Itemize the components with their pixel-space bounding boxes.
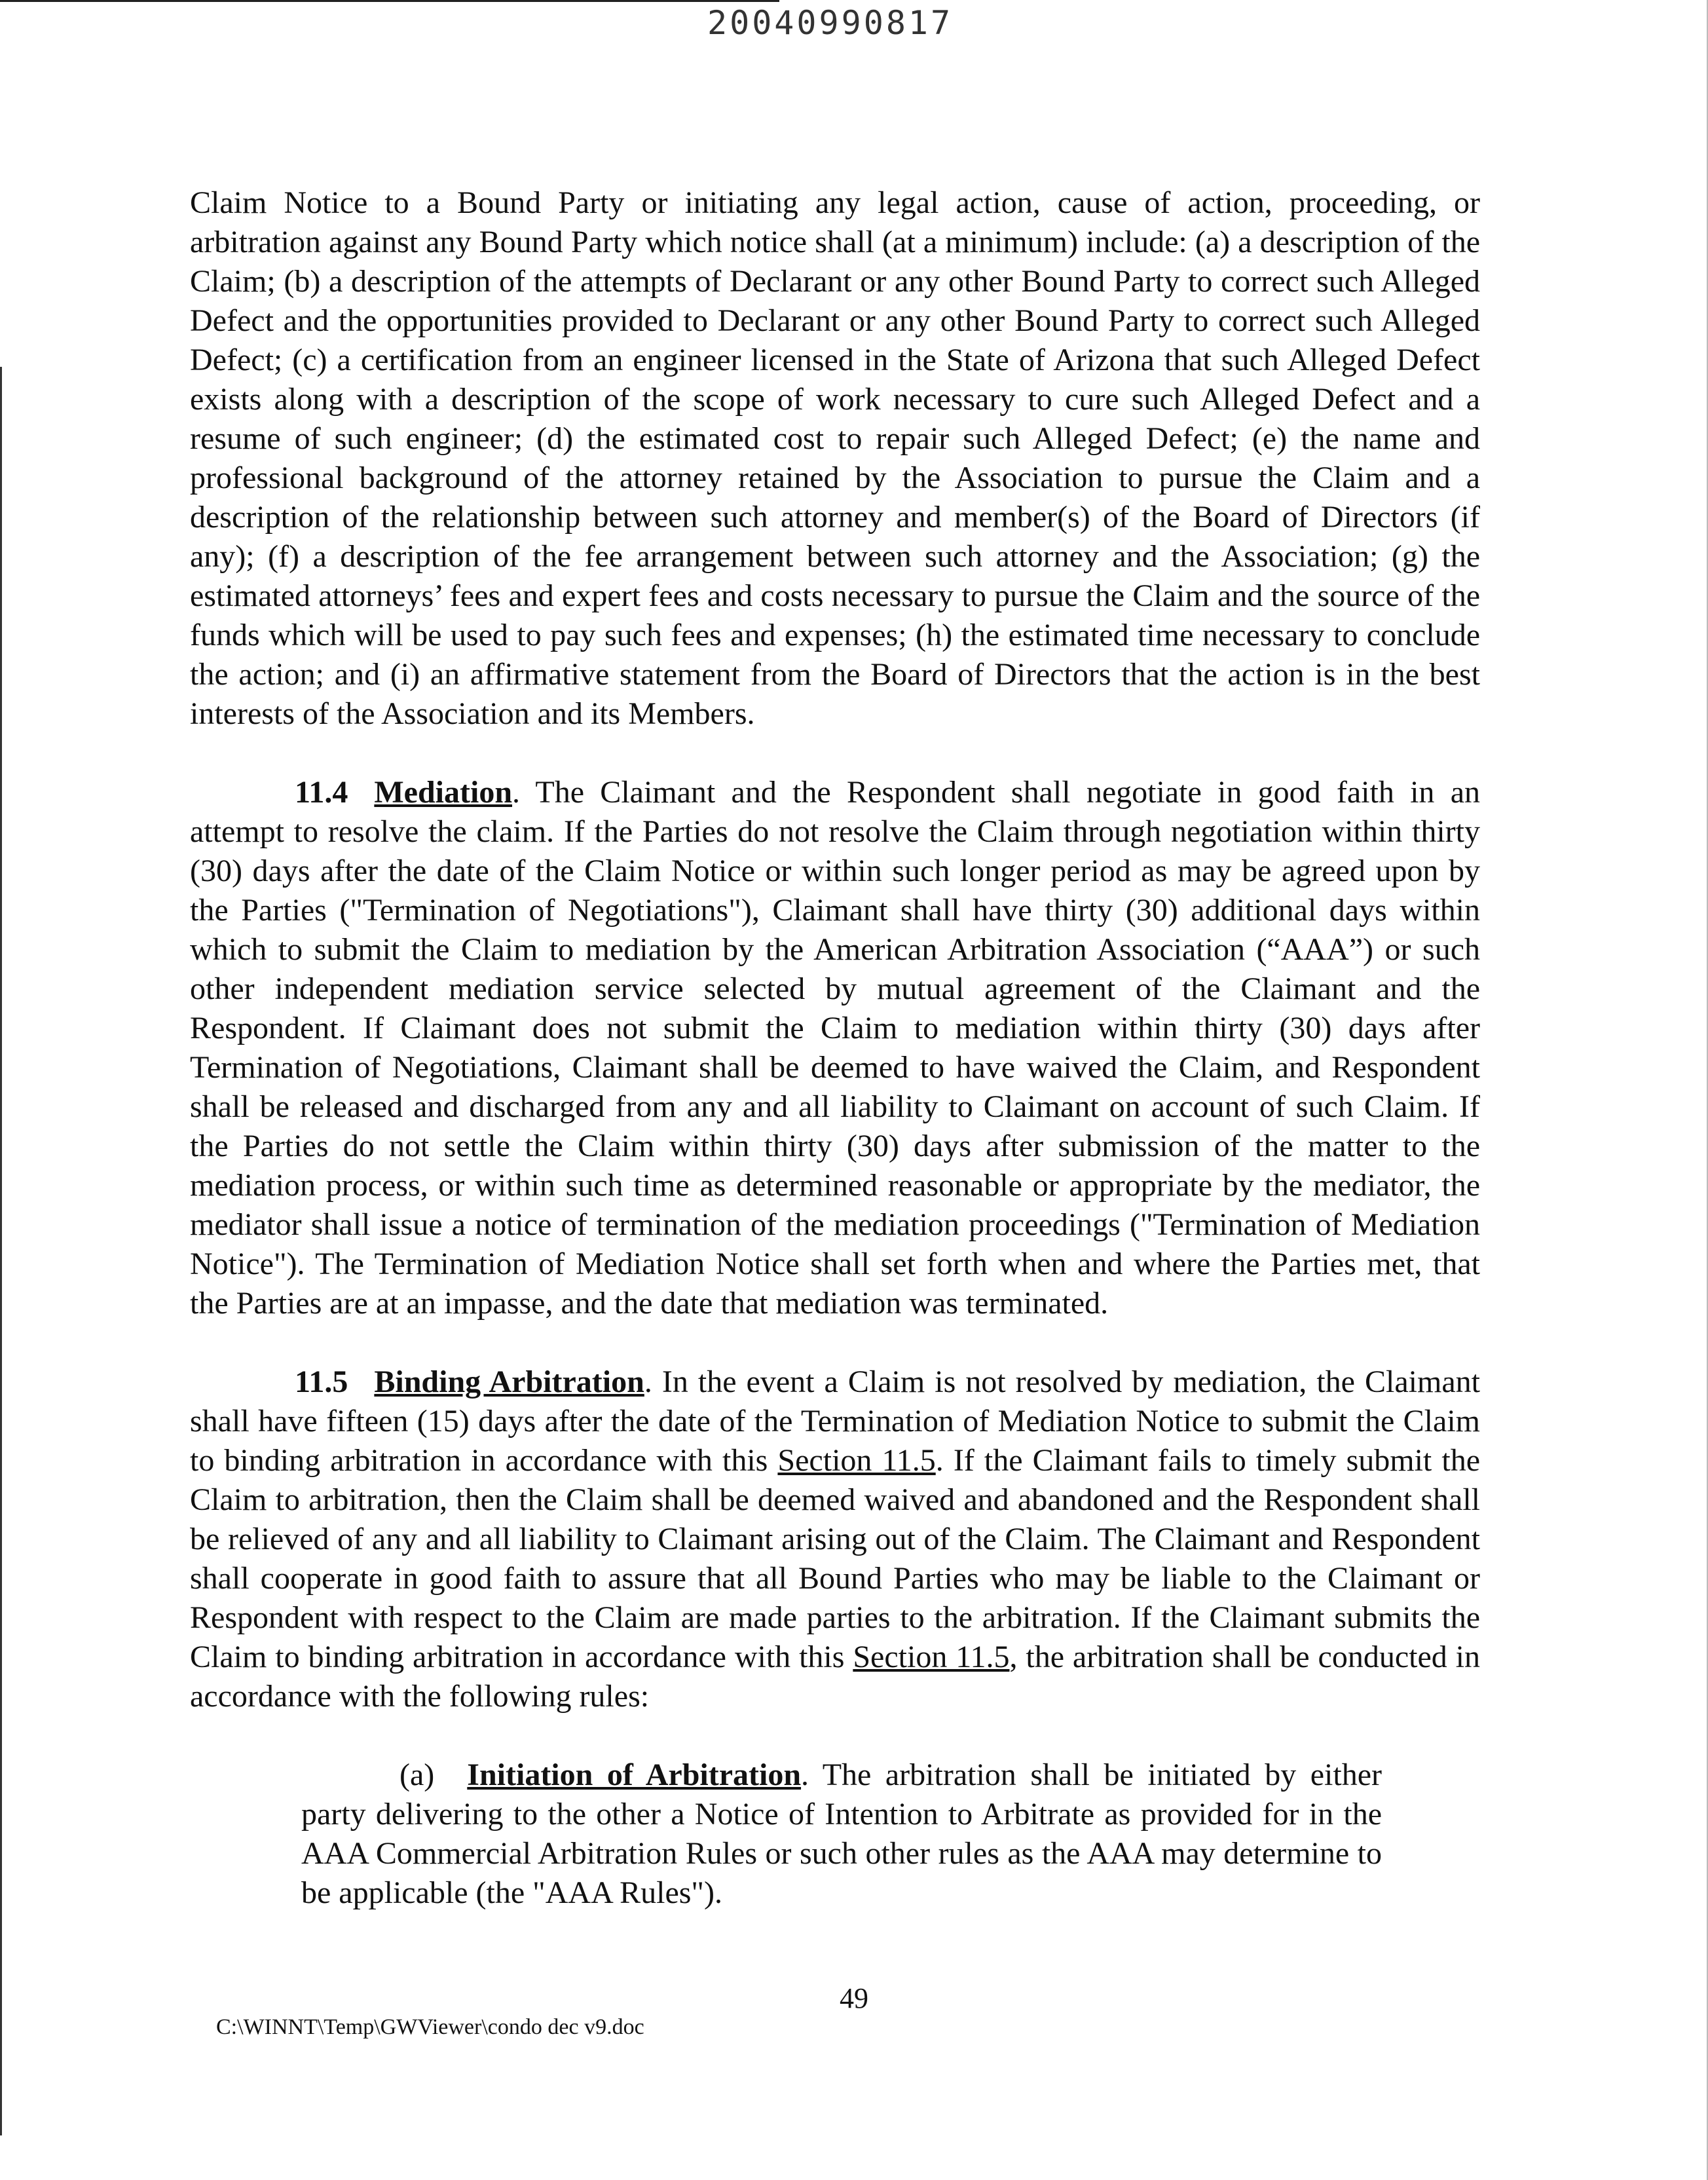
section-text-part: , the arbitration shall be conducted in accordance with the following rules: (190, 1640, 1480, 1714)
section-heading: Mediation (374, 775, 513, 810)
file-path: C:\WINNT\Temp\GWViewer\condo dec v9.doc (216, 2015, 644, 2039)
section-heading: Binding Arbitration (374, 1364, 644, 1399)
section-number: 11.4 (295, 775, 348, 810)
page-number: 49 (840, 1982, 868, 2014)
scan-edge-top (0, 0, 779, 2)
scan-edge-left (0, 367, 2, 2135)
section-cross-reference: Section 11.5 (853, 1640, 1010, 1674)
subsection-a (301, 1756, 1382, 1913)
section-text: . The Claimant and the Respondent shall negotiate in good faith in an attempt to resolve the claim. If the Parties do not resolve the Claim through negotiation within thirty (30) days after the date of the Claim Notice or within such longer period as may be agreed upon by the Parties ("Termination of Negotiations"), Claimant shall have thirty (30) additional days within which to submit the Claim to mediation by the American Arbitration Association (“AAA”) or such other independent mediation service selected by mutual agreement of the Claimant and the Respondent. If Claimant does not submit the Claim to mediation within thirty (30) days after Termination of Negotiations, Claimant shall be deemed to have waived the Claim, and Respondent shall be released and discharged from any and all liability to Claimant on account of such Claim. If the Parties do not settle the Claim within thirty (30) days after submission of the matter to the mediation process, or within such time as determined reasonable or appropriate by the mediator, the mediator shall issue a notice of termination of the mediation proceedings ("Termination of Mediation Notice"). The Termination of Mediation Notice shall set forth when and where the Parties met, that the Parties are at an impasse, and the date that mediation was terminated. (190, 775, 1480, 1321)
page-body (190, 183, 1480, 1913)
section-number: 11.5 (295, 1364, 348, 1399)
document-id: 20040990817 (707, 4, 954, 42)
section-11-4 (190, 773, 1480, 1323)
paragraph-text: Claim Notice to a Bound Party or initiating any legal action, cause of action, proceeding, or arbitration against any Bound Party which notice shall (at a minimum) include: (a) a description of the Claim; (b) a description of the attempts of Declarant or any other Bound Party to correct such Alleged Defect and the opportunities provided to Declarant or any other Bound Party to correct such Alleged Defect; (c) a certification from an engineer licensed in the State of Arizona that such Alleged Defect exists along with a description of the scope of work necessary to cure such Alleged Defect and a resume of such engineer; (d) the estimated cost to repair such Alleged Defect; (e) the name and professional background of the attorney retained by the Association to pursue the Claim and a description of the relationship between such attorney and member(s) of the Board of Directors (if any); (f) a description of the fee arrangement between such attorney and the Association; (g) the estimated attorneys’ fees and expert fees and costs necessary to pursue the Claim and the source of the funds which will be used to pay such fees and expenses; (h) the estimated time necessary to conclude the action; and (i) an affirmative statement from the Board of Directors that the action is in the best interests of the Association and its Members. (190, 185, 1480, 731)
section-text-part: . In the event a Claim is not resolved by mediation, the Claimant shall have fifteen (15) days after the date of the Termination of Mediation Notice to submit the Claim to binding arbitration in accordance with this (190, 1364, 1480, 1478)
subsection-heading: Initiation of Arbitration (467, 1757, 802, 1792)
paragraph-claim-notice (190, 183, 1480, 734)
section-11-5 (190, 1362, 1480, 1716)
subsection-text: . The arbitration shall be initiated by either party delivering to the other a Notice of Intention to Arbitrate as provided for in the AAA Commercial Arbitration Rules or such other rules as the AAA may determine to be applicable (the "AAA Rules"). (301, 1757, 1382, 1910)
subsection-label: (a) (399, 1757, 435, 1792)
section-text-part: . If the Claimant fails to timely submit the Claim to arbitration, then the Claim shall be deemed waived and abandoned and the Respondent shall be relieved of any and all liability to Claimant arising out of the Claim. The Claimant and Respondent shall cooperate in good faith to assure that all Bound Parties who may be liable to the Claimant or Respondent with respect to the Claim are made parties to the arbitration. If the Claimant submits the Claim to binding arbitration in accordance with this (190, 1443, 1480, 1674)
section-cross-reference: Section 11.5 (777, 1443, 936, 1478)
